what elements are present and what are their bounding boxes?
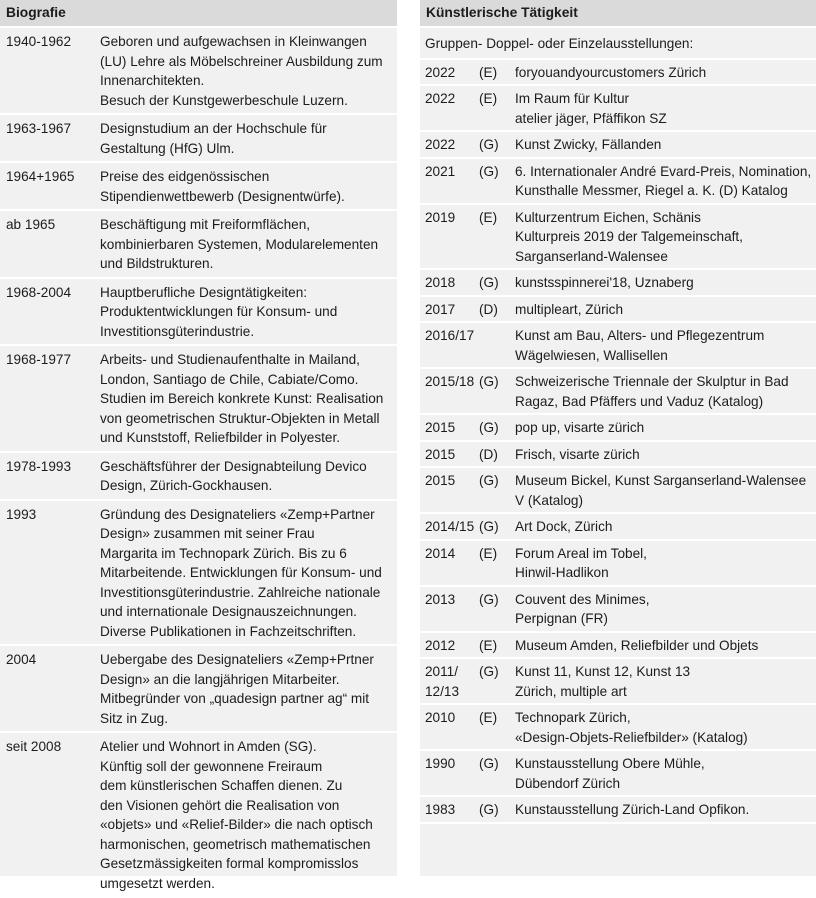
- exhibition-type: (E): [479, 710, 498, 725]
- exhibition-row: [420, 159, 816, 205]
- exhibition-type: (G): [479, 591, 499, 607]
- exhibition-row: [420, 415, 816, 442]
- exhibition-year: 2022: [425, 64, 456, 80]
- exhibition-year: 2015: [425, 473, 456, 488]
- biography-row: [0, 646, 397, 733]
- biography-year: seit 2008: [6, 739, 62, 754]
- exhibition-row: [420, 541, 816, 587]
- exhibition-year: 2010: [425, 710, 456, 725]
- exhibition-text: kunstsspinnerei'18, Uznaberg: [515, 275, 694, 290]
- biography-year: 1940-1962: [6, 34, 72, 49]
- exhibition-type: (D): [479, 301, 498, 317]
- exhibition-year: 2011/ 12/13: [425, 664, 460, 699]
- exhibition-row: [420, 587, 816, 633]
- exhibition-year: 2015: [425, 420, 456, 435]
- exhibition-row: [420, 705, 816, 751]
- artistic-activity-panel: [420, 0, 816, 876]
- exhibition-type: (G): [479, 420, 499, 435]
- exhibition-row: [420, 297, 816, 324]
- biography-text: Atelier und Wohnort in Amden (SG). Künftig soll der gewonnene Freiraum dem künstlerischen Schaffen dienen. Zu den Visionen gehört die Realisation von «objets» und «Relief-Bilder» die nach optisch harmonischen, geometrisch mathematischen Gesetzmässigkeiten formal kompromisslos umgesetzt werden.: [100, 739, 373, 891]
- biography-title: Biografie: [0, 0, 397, 28]
- biography-year: 1968-2004: [6, 284, 72, 300]
- exhibition-type: (G): [479, 519, 499, 534]
- exhibition-type: (E): [479, 545, 498, 561]
- exhibition-year: 2015: [425, 446, 456, 462]
- exhibition-text: Kunstausstellung Zürich-Land Opfikon.: [515, 802, 750, 817]
- biography-text: Arbeits- und Studienaufenthalte in Mailand, London, Santiago de Chile, Cabiate/Como. Studien im Bereich konkrete Kunst: Realisation von geometrischen Struktur-Objekten in Metall und Kunststoff, Reliefbilder in Polyester.: [100, 352, 384, 445]
- exhibition-row: [420, 468, 816, 514]
- exhibition-year: 2013: [425, 591, 456, 607]
- biography-text: Uebergabe des Designateliers «Zemp+Prtner Design» an die langjährigen Mitarbeiter. Mitbegründer von „quadesign partner ag“ mit Sitz in Zug.: [100, 652, 374, 726]
- biography-year: ab 1965: [6, 217, 56, 232]
- exhibition-text: Schweizerische Triennale der Skulptur in Bad Ragaz, Bad Pfäffers und Vaduz (Katalog): [515, 374, 789, 409]
- biography-row: [0, 453, 397, 501]
- exhibition-row: [420, 751, 816, 797]
- exhibition-row: [420, 659, 816, 705]
- exhibition-text: Im Raum für Kultur atelier jäger, Pfäffikon SZ: [515, 91, 667, 126]
- exhibition-text: Kunst Zwicky, Fällanden: [515, 137, 662, 152]
- biography-text: Hauptberufliche Designtätigkeiten: Produktentwicklungen für Konsum- und Investitionsgüterindustrie.: [100, 284, 338, 339]
- exhibition-year: 2022: [425, 137, 456, 152]
- exhibition-text: Couvent des Minimes, Perpignan (FR): [515, 591, 650, 626]
- exhibition-type: (G): [479, 275, 499, 290]
- exhibition-year: 2014/15: [425, 519, 475, 534]
- exhibition-year: 2014: [425, 545, 456, 561]
- exhibition-type: (E): [479, 91, 498, 106]
- biography-list: [0, 28, 397, 898]
- biography-panel: [0, 0, 397, 891]
- exhibition-text: Museum Bickel, Kunst Sarganserland-Walensee V (Katalog): [515, 473, 807, 508]
- biography-row: [0, 279, 397, 347]
- biography-text: Preise des eidgenössischen Stipendienwettbewerb (Designentwürfe).: [100, 169, 345, 204]
- exhibition-text: Kunst 11, Kunst 12, Kunst 13 Zürich, multiple art: [515, 664, 691, 699]
- exhibition-type: (G): [479, 802, 499, 817]
- exhibition-type: (E): [479, 209, 498, 225]
- exhibition-type: (G): [479, 756, 499, 771]
- artistic-activity-title: Künstlerische Tätigkeit: [420, 0, 816, 28]
- biography-year: 1993: [6, 506, 37, 522]
- exhibitions-intro: Gruppen- Doppel- oder Einzelausstellungen:: [420, 28, 816, 60]
- exhibition-text: 6. Internationaler André Evard-Preis, Nomination, Kunsthalle Messmer, Riegel a. K. (D) Katalog: [515, 163, 812, 198]
- biography-year: 1968-1977: [6, 352, 72, 367]
- exhibition-year: 2022: [425, 91, 456, 106]
- exhibition-row: [420, 132, 816, 159]
- biography-row: [0, 346, 397, 453]
- exhibition-text: Technopark Zürich, «Design-Objets-Reliefbilder» (Katalog): [515, 710, 748, 745]
- exhibition-row: [420, 323, 816, 369]
- exhibition-text: Frisch, visarte zürich: [515, 446, 640, 462]
- biography-text: Geschäftsführer der Designabteilung Devico Design, Zürich-Gockhausen.: [100, 458, 367, 493]
- exhibition-text: Art Dock, Zürich: [515, 519, 613, 534]
- exhibition-type: [479, 326, 515, 365]
- biography-text: Beschäftigung mit Freiformflächen, kombinierbaren Systemen, Modularelementen und Bildstrukturen.: [100, 217, 379, 271]
- exhibition-text: pop up, visarte zürich: [515, 420, 645, 435]
- exhibition-text: multipleart, Zürich: [515, 301, 624, 317]
- biography-row: [0, 163, 397, 211]
- exhibition-type: (E): [479, 64, 498, 80]
- exhibition-row: [420, 205, 816, 271]
- biography-text: Geboren und aufgewachsen in Kleinwangen (LU) Lehre als Möbelschreiner Ausbildung zum Innenarchitekten. Besuch der Kunstgewerbeschule Luzern.: [100, 34, 383, 108]
- biography-year: 1964+1965: [6, 169, 75, 184]
- exhibition-text: Kulturzentrum Eichen, Schänis Kulturpreis 2019 der Talgemeinschaft, Sarganserland-Walensee: [515, 209, 743, 264]
- biography-text: Gründung des Designateliers «Zemp+Partner Design» zusammen mit seiner Frau Margarita im Technopark Zürich. Bis zu 6 Mitarbeitende. Entwicklungen für Konsum- und Investitionsgüterindustrie. Zahlreiche nationale und internationale Designauszeichnungen. Diverse Publikationen in Fachzeitschriften.: [100, 506, 382, 639]
- biography-row: [0, 733, 397, 898]
- exhibition-text: Forum Areal im Tobel, Hinwil-Hadlikon: [515, 545, 647, 580]
- exhibition-row: [420, 797, 816, 824]
- exhibition-type: (G): [479, 374, 499, 389]
- exhibition-year: 2012: [425, 637, 456, 653]
- exhibition-text: Museum Amden, Reliefbilder und Objets: [515, 637, 759, 653]
- biography-row: [0, 115, 397, 163]
- exhibition-row: [420, 442, 816, 469]
- biography-text: Designstudium an der Hochschule für Gestaltung (HfG) Ulm.: [100, 121, 327, 156]
- exhibition-row: [420, 369, 816, 415]
- biography-row: [0, 501, 397, 647]
- biography-year: 1963-1967: [6, 121, 72, 136]
- exhibition-row: [420, 86, 816, 132]
- exhibition-row: [420, 270, 816, 297]
- exhibition-year: 2016/17: [425, 328, 475, 343]
- exhibition-text: Kunstausstellung Obere Mühle, Dübendorf Zürich: [515, 756, 705, 791]
- exhibition-text: foryouandyourcustomers Zürich: [515, 64, 707, 80]
- exhibition-row: [420, 60, 816, 87]
- exhibition-year: 1983: [425, 802, 456, 817]
- exhibition-type: (G): [479, 664, 499, 679]
- exhibition-year: 2015/18: [425, 374, 475, 389]
- exhibition-type: (G): [479, 473, 499, 488]
- biography-year: 1978-1993: [6, 458, 72, 474]
- exhibition-type: (G): [479, 163, 499, 179]
- exhibition-type: (E): [479, 637, 498, 653]
- exhibition-year: 2017: [425, 301, 456, 317]
- biography-row: [0, 28, 397, 115]
- exhibition-row: [420, 514, 816, 541]
- exhibition-text: Kunst am Bau, Alters- und Pflegezentrum Wägelwiesen, Wallisellen: [515, 328, 765, 363]
- biography-year: 2004: [6, 652, 37, 667]
- exhibition-type: (D): [479, 446, 498, 462]
- exhibition-year: 2019: [425, 209, 456, 225]
- exhibition-year: 1990: [425, 756, 456, 771]
- exhibition-year: 2018: [425, 275, 456, 290]
- exhibition-row: [420, 633, 816, 660]
- exhibition-list: [420, 60, 816, 824]
- biography-row: [0, 211, 397, 279]
- exhibition-year: 2021: [425, 163, 456, 179]
- exhibition-type: (G): [479, 137, 499, 152]
